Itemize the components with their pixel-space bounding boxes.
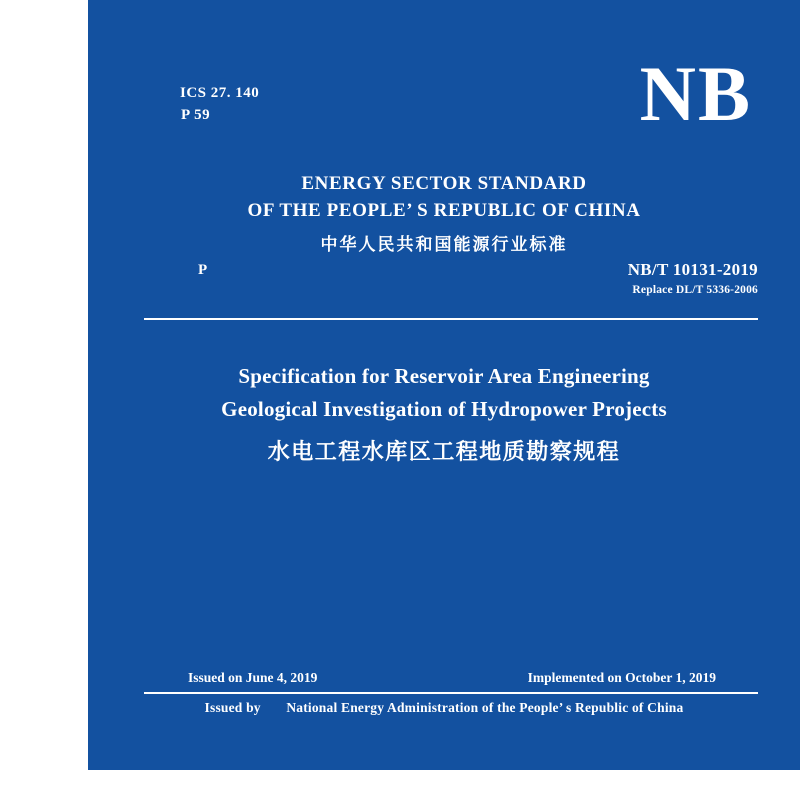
heading-chinese: 中华人民共和国能源行业标准 — [320, 235, 568, 255]
date-row — [144, 670, 758, 690]
issuer-row — [88, 700, 800, 716]
document-title — [88, 360, 800, 470]
classification-code: P 59 — [181, 107, 211, 123]
title-chinese: 水电工程水库区工程地质勘察规程 — [267, 440, 621, 465]
title-english-line1: Specification for Reservoir Area Engineering — [238, 364, 650, 388]
divider-bottom — [144, 692, 758, 694]
heading-english-line1: ENERGY SECTOR STANDARD — [301, 173, 587, 194]
divider-top — [144, 318, 758, 320]
replaced-standard: Replace DL/T 5336-2006 — [632, 284, 758, 296]
implemented-on-date: Implemented on October 1, 2019 — [527, 670, 716, 685]
issuing-authority-heading — [88, 170, 800, 260]
standard-number: NB/T 10131-2019 — [627, 260, 758, 279]
issued-by-label: Issued by — [204, 700, 261, 715]
heading-english-line2: OF THE PEOPLE’ S REPUBLIC OF CHINA — [247, 200, 641, 221]
nb-logo: NB — [639, 50, 752, 137]
p-classification-mark: P — [198, 262, 208, 278]
standard-number-row — [88, 258, 800, 304]
issued-on-date: Issued on June 4, 2019 — [188, 670, 318, 685]
code-block — [180, 82, 259, 126]
ics-code: ICS 27. 140 — [180, 85, 260, 101]
issuer-organization: National Energy Administration of the People’ s Republic of China — [286, 700, 684, 715]
standard-cover — [88, 0, 800, 770]
title-english-line2: Geological Investigation of Hydropower Projects — [221, 397, 667, 421]
